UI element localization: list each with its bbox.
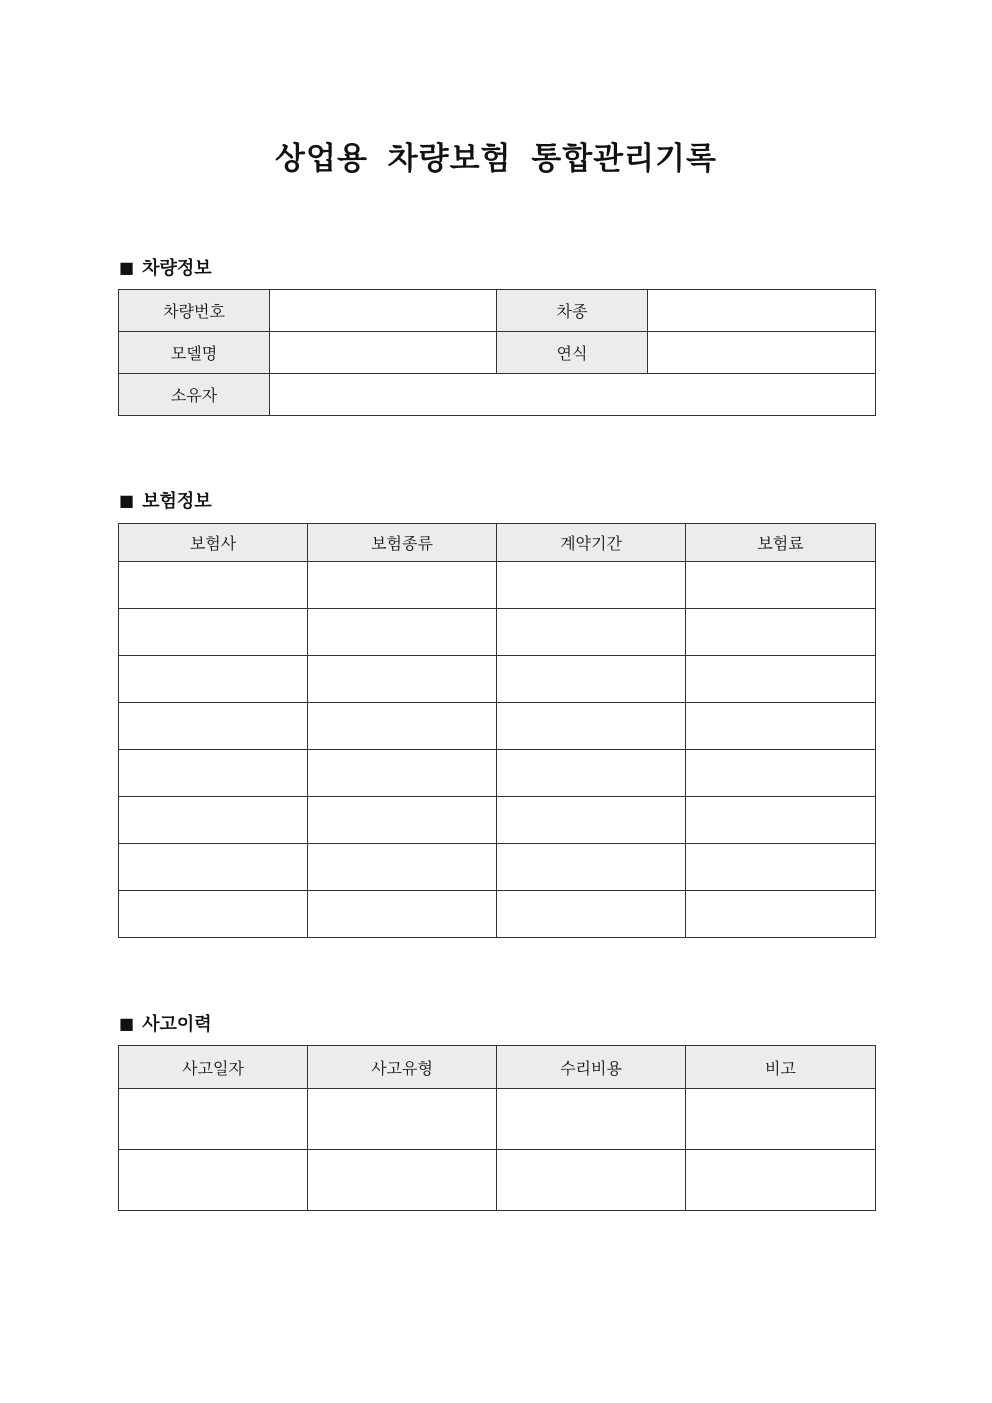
model-name-field[interactable] — [270, 332, 497, 374]
contract-period-cell[interactable] — [497, 562, 686, 609]
insurer-cell[interactable] — [119, 703, 308, 750]
table-row — [119, 290, 876, 332]
column-header-contract-period: 계약기간 — [497, 524, 686, 562]
vehicle-type-label: 차종 — [497, 290, 648, 332]
insurance-type-cell[interactable] — [308, 750, 497, 797]
model-name-label: 모델명 — [119, 332, 270, 374]
table-row — [119, 703, 876, 750]
repair-cost-cell[interactable] — [497, 1089, 686, 1150]
insurance-type-cell[interactable] — [308, 562, 497, 609]
table-row — [119, 374, 876, 416]
section-title-insurance: 보험정보 — [142, 491, 212, 512]
table-row — [119, 750, 876, 797]
table-row — [119, 844, 876, 891]
table-row — [119, 797, 876, 844]
premium-cell[interactable] — [686, 703, 876, 750]
remarks-cell[interactable] — [686, 1150, 876, 1211]
insurance-type-cell[interactable] — [308, 797, 497, 844]
table-row — [119, 562, 876, 609]
table-row — [119, 1150, 876, 1211]
column-header-repair-cost: 수리비용 — [497, 1046, 686, 1089]
insurer-cell[interactable] — [119, 891, 308, 938]
remarks-cell[interactable] — [686, 1089, 876, 1150]
section-heading-accident — [119, 1010, 212, 1036]
section-heading-vehicle — [119, 254, 212, 280]
contract-period-cell[interactable] — [497, 656, 686, 703]
section-heading-insurance — [119, 487, 212, 513]
insurer-cell[interactable] — [119, 656, 308, 703]
section-title-vehicle: 차량정보 — [142, 258, 212, 279]
insurance-type-cell[interactable] — [308, 844, 497, 891]
model-year-field[interactable] — [648, 332, 876, 374]
column-header-insurer: 보험사 — [119, 524, 308, 562]
table-row — [119, 1089, 876, 1150]
table-row — [119, 656, 876, 703]
premium-cell[interactable] — [686, 750, 876, 797]
square-bullet-icon: ■ — [119, 1013, 135, 1033]
table-row — [119, 891, 876, 938]
column-header-accident-date: 사고일자 — [119, 1046, 308, 1089]
column-header-premium: 보험료 — [686, 524, 876, 562]
contract-period-cell[interactable] — [497, 609, 686, 656]
owner-field[interactable] — [270, 374, 876, 416]
square-bullet-icon: ■ — [119, 490, 135, 510]
accident-type-cell[interactable] — [308, 1089, 497, 1150]
premium-cell[interactable] — [686, 891, 876, 938]
premium-cell[interactable] — [686, 656, 876, 703]
accident-type-cell[interactable] — [308, 1150, 497, 1211]
repair-cost-cell[interactable] — [497, 1150, 686, 1211]
insurer-cell[interactable] — [119, 797, 308, 844]
insurer-cell[interactable] — [119, 609, 308, 656]
insurance-type-cell[interactable] — [308, 891, 497, 938]
column-header-accident-type: 사고유형 — [308, 1046, 497, 1089]
vehicle-info-table — [118, 289, 876, 416]
accident-history-table — [118, 1045, 876, 1211]
contract-period-cell[interactable] — [497, 750, 686, 797]
premium-cell[interactable] — [686, 797, 876, 844]
premium-cell[interactable] — [686, 844, 876, 891]
contract-period-cell[interactable] — [497, 797, 686, 844]
table-row — [119, 609, 876, 656]
column-header-remarks: 비고 — [686, 1046, 876, 1089]
insurance-type-cell[interactable] — [308, 609, 497, 656]
contract-period-cell[interactable] — [497, 891, 686, 938]
insurance-info-table — [118, 523, 876, 938]
model-year-label: 연식 — [497, 332, 648, 374]
insurance-type-cell[interactable] — [308, 703, 497, 750]
page-title: 상업용 차량보험 통합관리기록 — [275, 141, 717, 177]
contract-period-cell[interactable] — [497, 844, 686, 891]
insurance-type-cell[interactable] — [308, 656, 497, 703]
table-header-row — [119, 1046, 876, 1089]
insurer-cell[interactable] — [119, 562, 308, 609]
insurer-cell[interactable] — [119, 844, 308, 891]
table-header-row — [119, 524, 876, 562]
vehicle-type-field[interactable] — [648, 290, 876, 332]
owner-label: 소유자 — [119, 374, 270, 416]
section-title-accident: 사고이력 — [142, 1014, 212, 1035]
insurer-cell[interactable] — [119, 750, 308, 797]
square-bullet-icon: ■ — [119, 257, 135, 277]
contract-period-cell[interactable] — [497, 703, 686, 750]
premium-cell[interactable] — [686, 609, 876, 656]
accident-date-cell[interactable] — [119, 1089, 308, 1150]
column-header-insurance-type: 보험종류 — [308, 524, 497, 562]
accident-date-cell[interactable] — [119, 1150, 308, 1211]
table-row — [119, 332, 876, 374]
plate-number-label: 차량번호 — [119, 290, 270, 332]
premium-cell[interactable] — [686, 562, 876, 609]
plate-number-field[interactable] — [270, 290, 497, 332]
